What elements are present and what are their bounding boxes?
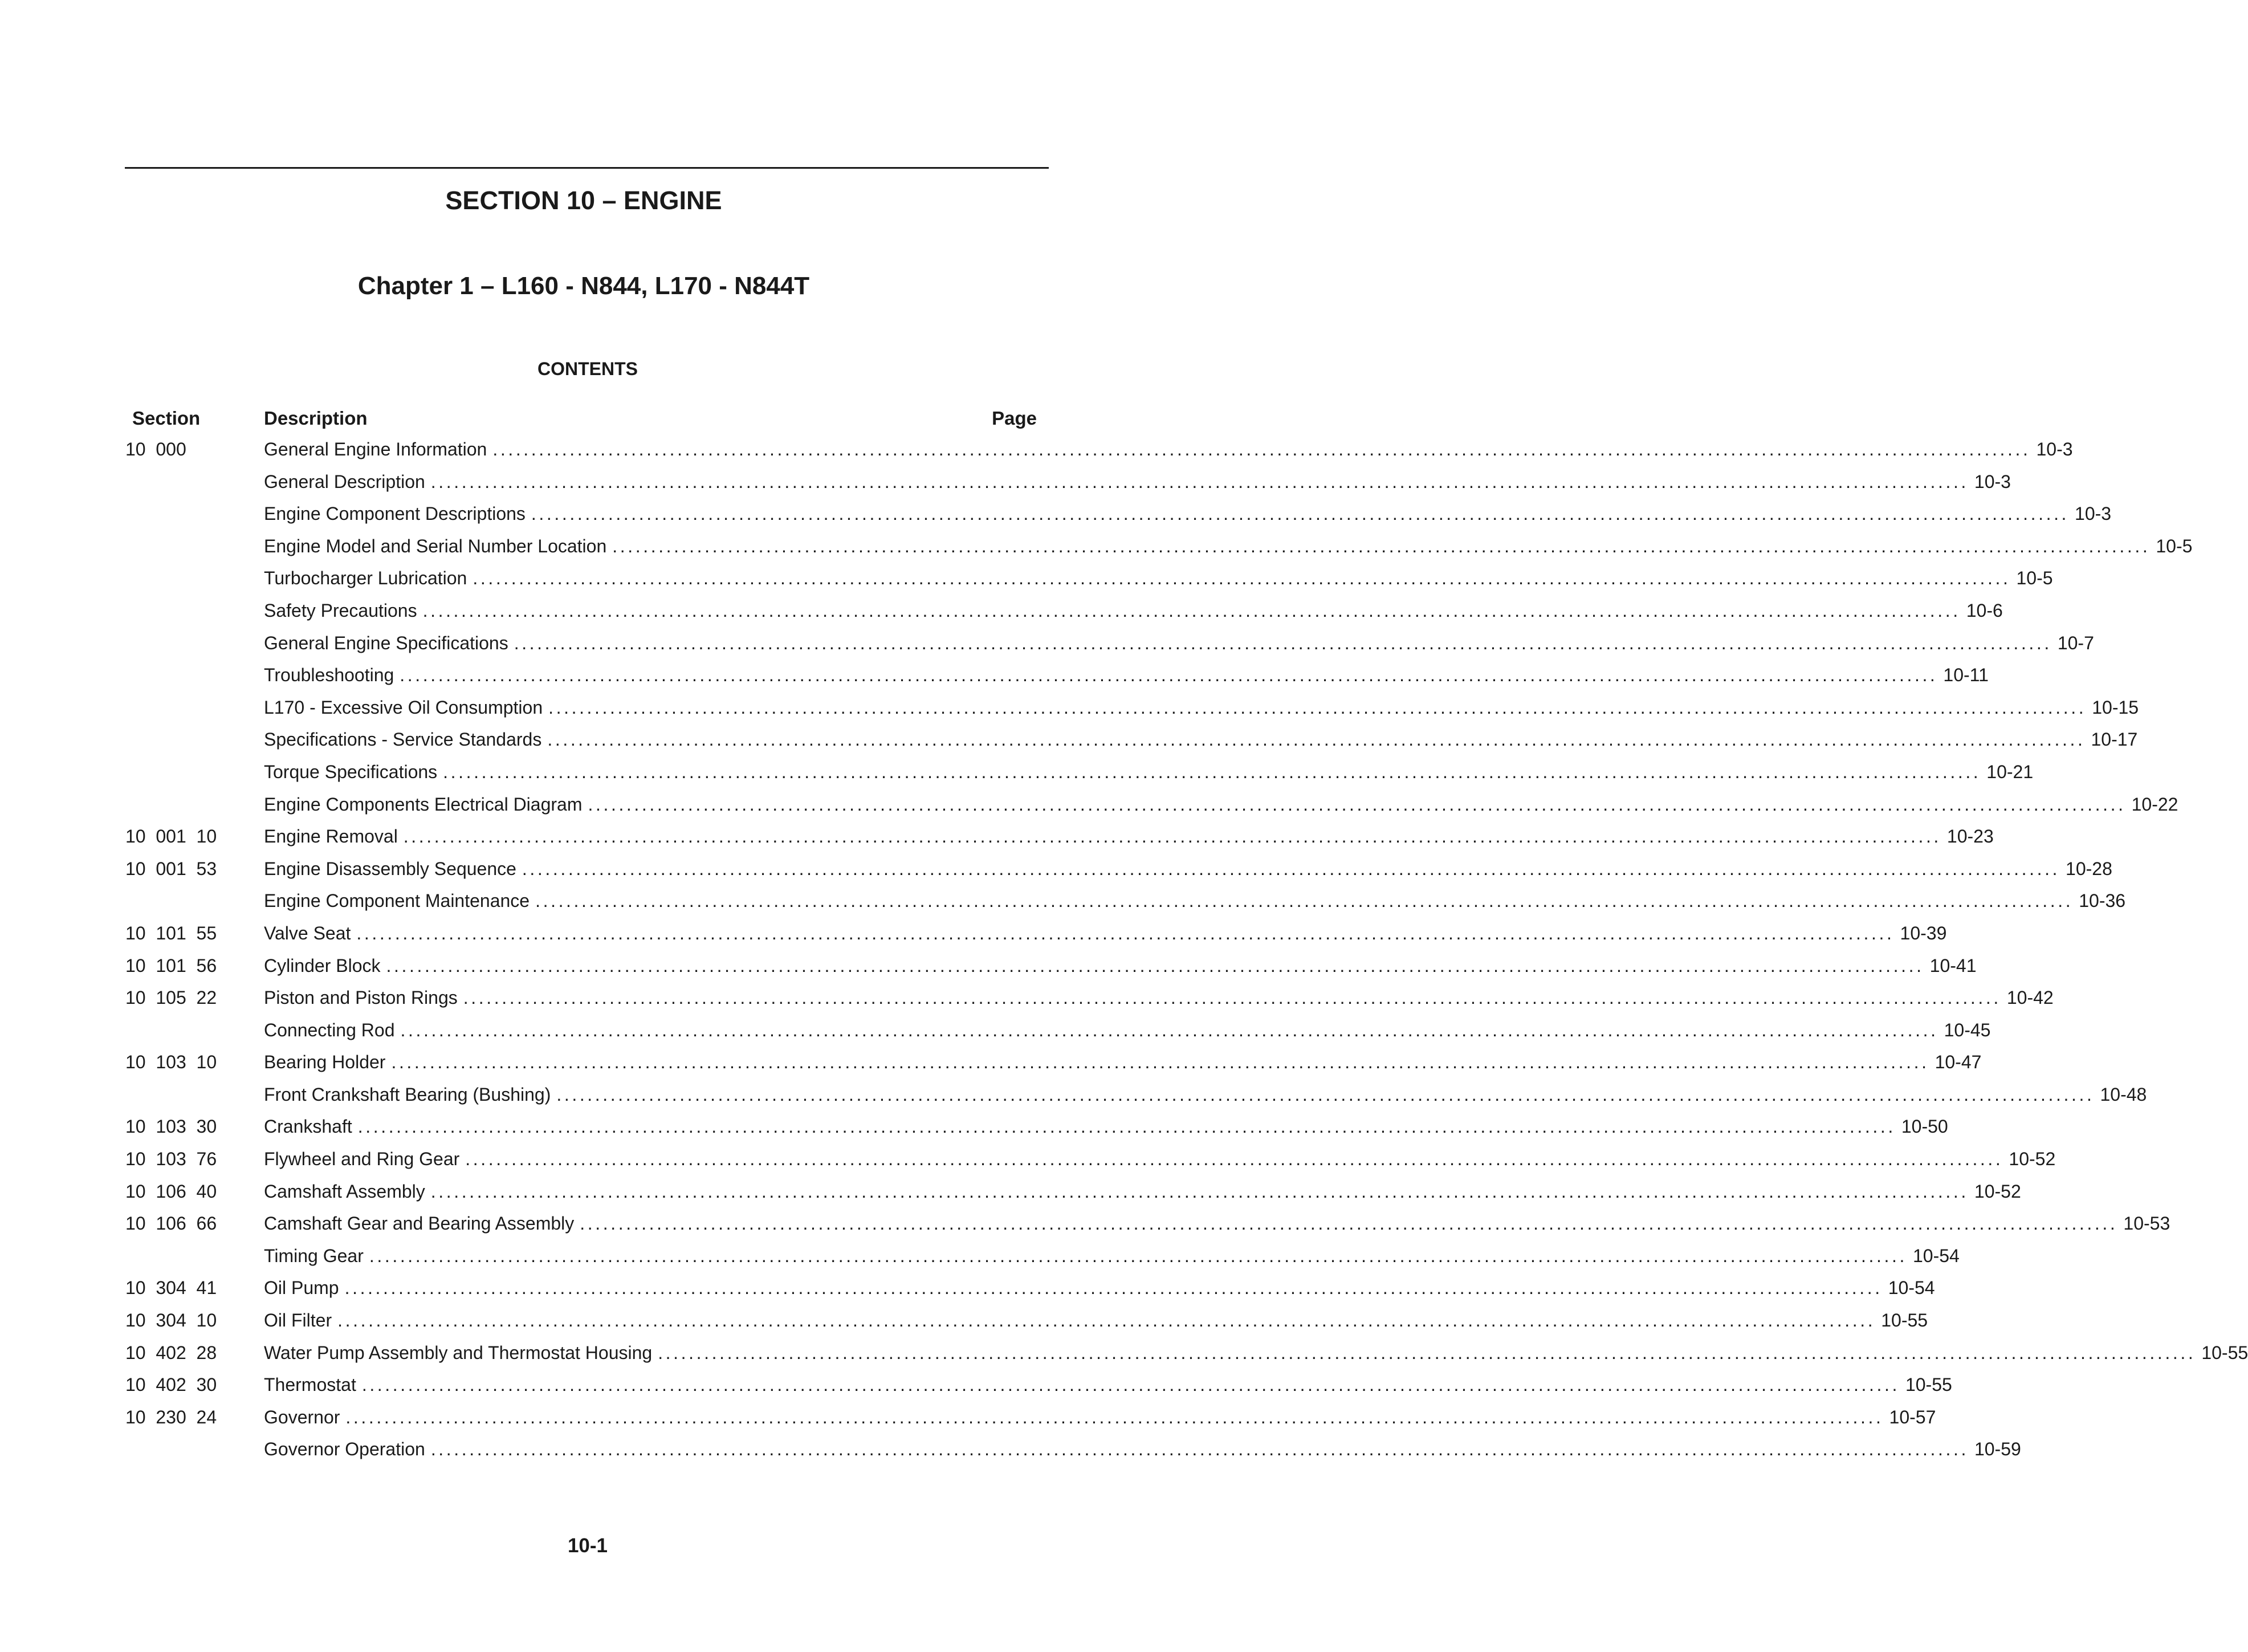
toc-entry-section-code: 10 402 30 (125, 1374, 217, 1395)
toc-entry-page: 10-55 (2201, 1342, 2248, 1363)
dot-leader: ........................................................................................................................................................................................................ (430, 1439, 1969, 1460)
toc-entry (0, 1275, 1935, 1308)
toc-entry-line (264, 985, 2054, 1010)
toc-entry (0, 598, 2003, 630)
toc-entry-line (264, 1405, 1936, 1430)
toc-entry-line (264, 1340, 2248, 1365)
toc-entry-description: Piston and Piston Rings (264, 987, 458, 1008)
toc-entry-page: 10-52 (1974, 1181, 2021, 1202)
toc-entry-section-code: 10 103 30 (125, 1116, 217, 1137)
toc-entry-section-code: 10 103 76 (125, 1149, 217, 1170)
toc-entry (0, 501, 2112, 534)
column-header-section: Section (132, 408, 201, 429)
toc-entry (0, 1082, 2147, 1114)
toc-entry-description: Water Pump Assembly and Thermostat Housing (264, 1342, 653, 1363)
dot-leader: ........................................................................................................................................................................................................ (400, 665, 1938, 686)
dot-leader: ........................................................................................................................................................................................................ (531, 503, 2070, 524)
toc-entry-page: 10-22 (2131, 794, 2178, 815)
dot-leader: ........................................................................................................................................................................................................ (386, 955, 1924, 976)
dot-leader: ........................................................................................................................................................................................................ (400, 1019, 1939, 1040)
toc-entry-page: 10-45 (1944, 1019, 1991, 1040)
toc-entry (0, 985, 2054, 1018)
toc-entry-description: Camshaft Gear and Bearing Assembly (264, 1213, 575, 1234)
toc-entry-description: Thermostat (264, 1374, 356, 1395)
toc-entry-description: Engine Model and Serial Number Location (264, 535, 607, 556)
toc-entry-line (264, 662, 1989, 687)
toc-entry (0, 727, 2138, 759)
toc-entry-section-code: 10 105 22 (125, 987, 217, 1008)
toc-entry-section-code: 10 001 10 (125, 826, 217, 847)
toc-entry-page: 10-17 (2091, 729, 2138, 750)
dot-leader: ........................................................................................................................................................................................................ (548, 697, 2087, 718)
toc-entry-page: 10-39 (1900, 922, 1947, 943)
toc-entry-description: Governor Operation (264, 1439, 425, 1460)
toc-entry (0, 1372, 1952, 1405)
toc-entry-page: 10-3 (1974, 471, 2011, 492)
toc-entry (0, 888, 2126, 921)
toc-entry (0, 662, 1989, 695)
toc-entry-page: 10-59 (1974, 1439, 2021, 1460)
toc-entry-page: 10-23 (1946, 826, 1994, 847)
toc-entry (0, 695, 2139, 727)
toc-entry-description: General Engine Specifications (264, 632, 508, 653)
toc-entry-line (264, 824, 1994, 849)
toc-entry-description: Engine Component Maintenance (264, 890, 530, 912)
toc-entry (0, 1049, 1982, 1082)
toc-entry-line (264, 1082, 2147, 1107)
dot-leader: ........................................................................................................................................................................................................ (514, 632, 2052, 653)
toc-entry-line (264, 1146, 2056, 1171)
toc-entry-page: 10-28 (2066, 858, 2112, 879)
toc-entry (0, 1146, 2056, 1179)
dot-leader: ........................................................................................................................................................................................................ (361, 1374, 1900, 1395)
toc-entry-description: Flywheel and Ring Gear (264, 1149, 460, 1170)
toc-entry (0, 437, 2073, 469)
dot-leader: ........................................................................................................................................................................................................ (580, 1213, 2118, 1234)
toc-entry-description: Camshaft Assembly (264, 1181, 425, 1202)
toc-entry-page: 10-42 (2006, 987, 2054, 1008)
toc-entry-line (264, 630, 2094, 656)
dot-leader: ........................................................................................................................................................................................................ (658, 1342, 2196, 1363)
toc-entry-section-code: 10 304 10 (125, 1310, 217, 1331)
toc-entry (0, 1340, 2248, 1373)
toc-entry-description: Engine Component Descriptions (264, 503, 526, 524)
dot-leader: ........................................................................................................................................................................................................ (443, 761, 1981, 782)
toc-entry-page: 10-55 (1881, 1310, 1928, 1331)
toc-entry-page: 10-3 (2036, 439, 2073, 459)
toc-entry-description: Troubleshooting (264, 665, 394, 686)
toc-entry-section-code: 10 101 56 (125, 955, 217, 976)
dot-leader: ........................................................................................................................................................................................................ (556, 1084, 2095, 1105)
dot-leader: ........................................................................................................................................................................................................ (344, 1277, 1883, 1299)
toc-entry-page: 10-53 (2123, 1213, 2170, 1234)
toc-entry-page: 10-11 (1943, 665, 1989, 686)
toc-entry (0, 1114, 1948, 1146)
toc-entry-description: Cylinder Block (264, 955, 381, 976)
toc-entry-line (264, 469, 2011, 494)
dot-leader: ........................................................................................................................................................................................................ (492, 439, 2031, 459)
dot-leader: ........................................................................................................................................................................................................ (356, 922, 1895, 943)
toc-entry-line (264, 437, 2073, 462)
dot-leader: ........................................................................................................................................................................................................ (473, 568, 2011, 589)
toc-entry-line (264, 1179, 2021, 1204)
toc-entry-line (264, 759, 2034, 784)
toc-entry-line (264, 1243, 1960, 1268)
toc-entry (0, 1405, 1936, 1437)
toc-entry-page: 10-15 (2092, 697, 2139, 718)
toc-entry-line (264, 953, 1977, 978)
toc-entry (0, 792, 2178, 824)
toc-entry (0, 565, 2053, 598)
toc-entry-section-code: 10 106 66 (125, 1213, 217, 1234)
toc-entry-description: Engine Disassembly Sequence (264, 858, 516, 879)
toc-entry-page: 10-55 (1905, 1374, 1952, 1395)
column-header-page: Page (992, 408, 1037, 429)
toc-entry-page: 10-47 (1935, 1052, 1982, 1073)
toc-entry-line (264, 1437, 2021, 1462)
dot-leader: ........................................................................................................................................................................................................ (357, 1116, 1896, 1137)
toc-entry-section-code: 10 304 41 (125, 1277, 217, 1299)
toc-entry (0, 1179, 2021, 1211)
toc-entry-description: Connecting Rod (264, 1019, 395, 1040)
toc-entry-page: 10-5 (2016, 568, 2053, 589)
toc-entry-line (264, 1308, 1928, 1333)
toc-entry-line (264, 1114, 1948, 1139)
toc-entry (0, 1211, 2170, 1243)
toc-entry (0, 1437, 2021, 1469)
toc-entry-line (264, 1275, 1935, 1300)
toc-entry-page: 10-7 (2057, 632, 2094, 653)
toc-entry-line (264, 921, 1947, 946)
dot-leader: ........................................................................................................................................................................................................ (391, 1052, 1929, 1073)
toc-entry-page: 10-36 (2079, 890, 2126, 912)
toc-entry-page: 10-3 (2075, 503, 2112, 524)
toc-entry-description: Oil Filter (264, 1310, 332, 1331)
toc-entry-page: 10-21 (1986, 761, 2034, 782)
dot-leader: ........................................................................................................................................................................................................ (612, 535, 2151, 556)
toc-entry (0, 759, 2034, 792)
toc-entry (0, 534, 2193, 566)
toc-entry-description: Crankshaft (264, 1116, 352, 1137)
toc-entry-description: Engine Removal (264, 826, 398, 847)
toc-entry-section-code: 10 402 28 (125, 1342, 217, 1363)
toc-entry-section-code: 10 000 (125, 439, 186, 459)
toc-entry-section-code: 10 103 10 (125, 1052, 217, 1073)
toc-entry (0, 1243, 1960, 1276)
toc-entry (0, 630, 2094, 663)
toc-entry-line (264, 856, 2112, 881)
toc-entry-line (264, 792, 2178, 817)
toc-entry-description: Front Crankshaft Bearing (Bushing) (264, 1084, 551, 1105)
toc-entry-page: 10-5 (2156, 535, 2193, 556)
toc-entry (0, 856, 2112, 889)
toc-entry-description: Safety Precautions (264, 600, 417, 621)
dot-leader: ........................................................................................................................................................................................................ (403, 826, 1941, 847)
toc-entry (0, 1308, 1928, 1340)
toc-entry-description: Turbocharger Lubrication (264, 568, 467, 589)
toc-entry-section-code: 10 106 40 (125, 1181, 217, 1202)
toc-entry-description: Valve Seat (264, 922, 351, 943)
toc-entry-page: 10-50 (1901, 1116, 1948, 1137)
dot-leader: ........................................................................................................................................................................................................ (337, 1310, 1876, 1331)
toc-entry-line (264, 598, 2003, 623)
toc-entry-description: Engine Components Electrical Diagram (264, 794, 583, 815)
toc-entry-page: 10-41 (1929, 955, 1977, 976)
toc-entry (0, 469, 2011, 502)
toc-entry-description: L170 - Excessive Oil Consumption (264, 697, 543, 718)
toc-entry-line (264, 565, 2053, 591)
toc-entry (0, 1018, 1991, 1050)
toc-entry-description: General Engine Information (264, 439, 487, 459)
toc-entry-description: Specifications - Service Standards (264, 729, 542, 750)
toc-entry (0, 824, 1994, 856)
toc-entry-page: 10-57 (1889, 1406, 1936, 1427)
toc-entry-line (264, 695, 2139, 720)
toc-entry-section-code: 10 230 24 (125, 1406, 217, 1427)
toc-entry-line (264, 1049, 1982, 1075)
dot-leader: ........................................................................................................................................................................................................ (422, 600, 1961, 621)
toc-entry-line (264, 501, 2112, 526)
toc-entry-description: Torque Specifications (264, 761, 438, 782)
toc-entry-page: 10-54 (1888, 1277, 1935, 1299)
dot-leader: ........................................................................................................................................................................................................ (463, 987, 2001, 1008)
dot-leader: ........................................................................................................................................................................................................ (430, 471, 1969, 492)
toc-list (0, 437, 2248, 1469)
dot-leader: ........................................................................................................................................................................................................ (465, 1149, 2003, 1170)
toc-entry-page: 10-54 (1912, 1245, 1960, 1266)
dot-leader: ........................................................................................................................................................................................................ (588, 794, 2126, 815)
toc-entry-page: 10-48 (2100, 1084, 2147, 1105)
toc-entry-page: 10-52 (2009, 1149, 2056, 1170)
toc-entry-line (264, 1372, 1952, 1397)
toc-entry-section-code: 10 001 53 (125, 858, 217, 879)
page-number: 10-1 (567, 1535, 608, 1557)
toc-entry-description: Timing Gear (264, 1245, 364, 1266)
contents-heading: CONTENTS (537, 359, 638, 379)
toc-entry-description: Bearing Holder (264, 1052, 386, 1073)
dot-leader: ........................................................................................................................................................................................................ (345, 1406, 1884, 1427)
toc-entry (0, 953, 1977, 986)
chapter-title: Chapter 1 – L160 - N844, L170 - N844T (357, 272, 810, 300)
dot-leader: ........................................................................................................................................................................................................ (522, 858, 2060, 879)
toc-entry-page: 10-6 (1966, 600, 2003, 621)
toc-entry-description: General Description (264, 471, 425, 492)
toc-entry-description: Oil Pump (264, 1277, 339, 1299)
toc-entry-section-code: 10 101 55 (125, 922, 217, 943)
toc-entry-line (264, 888, 2126, 913)
toc-entry-line (264, 727, 2138, 752)
toc-entry (0, 921, 1947, 953)
toc-column-headers (0, 406, 1167, 431)
dot-leader: ........................................................................................................................................................................................................ (430, 1181, 1969, 1202)
dot-leader: ........................................................................................................................................................................................................ (369, 1245, 1907, 1266)
toc-entry-line (264, 1211, 2170, 1236)
top-horizontal-rule (125, 167, 1049, 169)
toc-entry-description: Governor (264, 1406, 340, 1427)
toc-entry-line (264, 534, 2193, 559)
section-title: SECTION 10 – ENGINE (445, 186, 722, 215)
column-header-description: Description (264, 408, 368, 429)
dot-leader: ........................................................................................................................................................................................................ (547, 729, 2086, 750)
dot-leader: ........................................................................................................................................................................................................ (535, 890, 2074, 912)
toc-entry-line (264, 1018, 1991, 1043)
